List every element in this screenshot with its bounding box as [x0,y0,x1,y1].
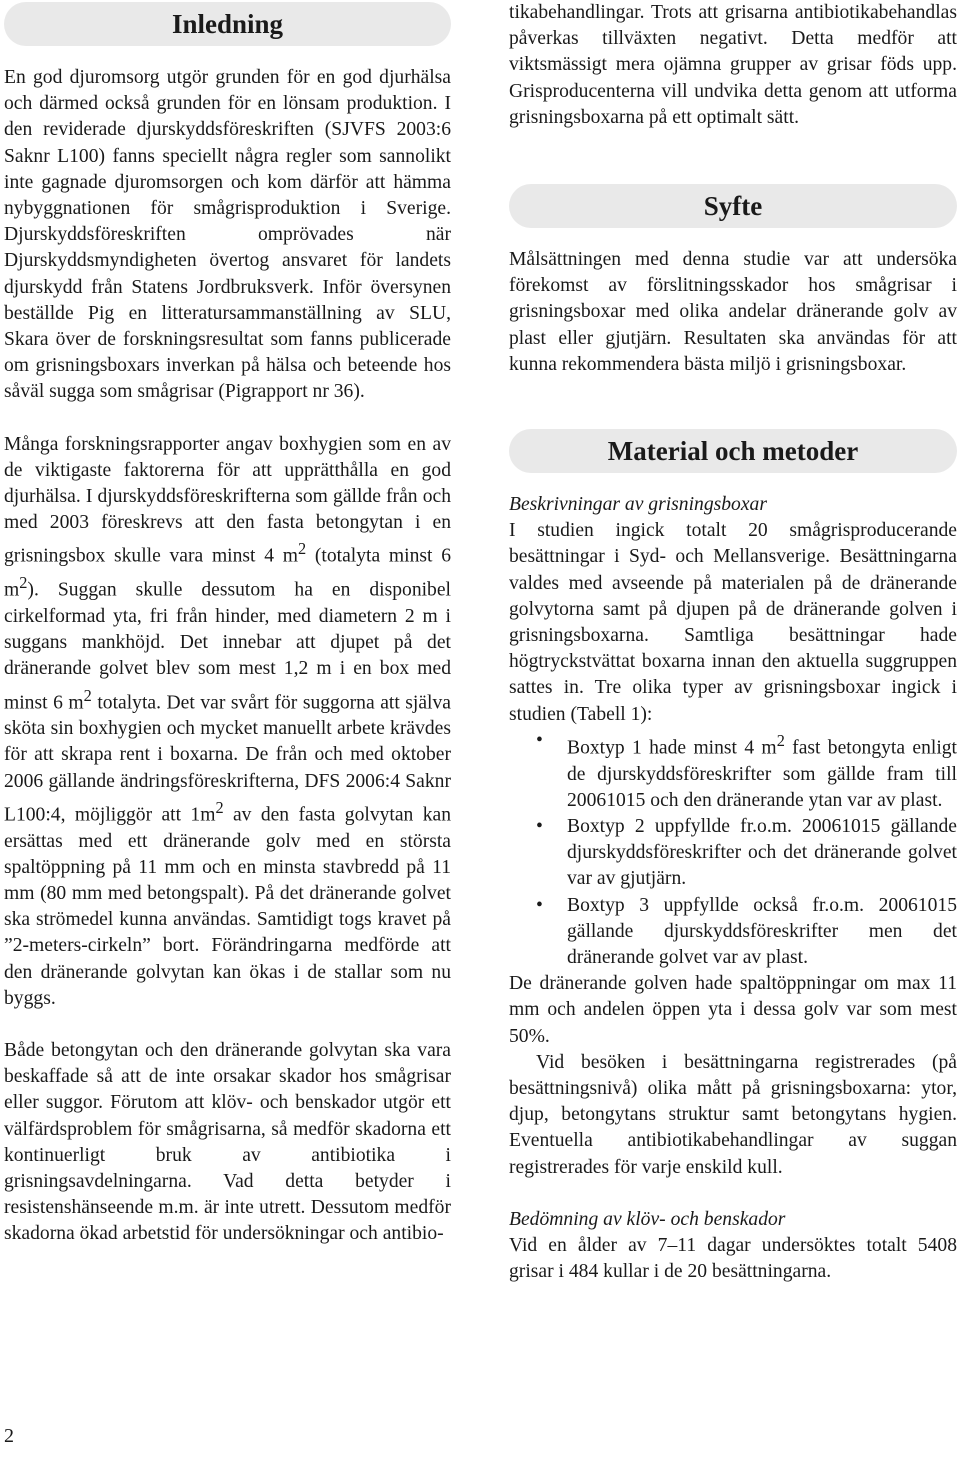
section-heading-inledning: Inledning [4,2,451,46]
boxtyp-list [509,728,957,971]
superscript: 2 [19,573,28,593]
superscript: 2 [215,797,224,817]
text: Boxtyp 2 uppfyllde fr.o.m. 20061015 gällande djurskyddsföreskrifter och det dränerande golvet var av gjutjärn. [567,816,957,890]
text: totalyta. Det var svårt för suggorna att själva sköta sin boxhygien och mycket manuellt arbete krävdes för att skrapa rent i boxarna. De från och med oktober 2006 gällande ändringsföreskrifterna, DFS 2006:4 Saknr L100:4, möjliggör att 1m [4,692,451,826]
paragraph-continued: tikabehandlingar. Trots att grisarna antibiotikabehandlas påverkas tillväxten negativt. Detta medför att viktsmässigt mera ojämna grupper av grisar föds upp. Grisproducenterna vill undvika detta genom att utforma grisningsboxarna på ett optimalt sätt. [509,2,957,128]
paragraph-material-3: Vid besöken i besättningarna registrerades (på besättningsnivå) olika mått på grisningsboxarna: ytor, djup, betongytans struktur samt betongytans hygien. Eventuella antibiotikabehandlingar av suggan registrerades för varje enskild kull. [509,1051,957,1178]
paragraph-material-4: Vid en ålder av 7–11 dagar undersöktes totalt 5408 grisar i 484 kullar i de 20 besättningarna. [509,1235,957,1283]
paragraph-intro-1: En god djuromsorg utgör grunden för en god djurhälsa och därmed också grunden för en lönsam produktion. I den reviderade djurskyddsföreskriften (SJVFS 2003:6 Saknr L100) fanns speciellt några regler som sannolikt inte gagnade djuromsorgen och kom därför att hämma nybyggnationen för smågrisproduktion i Sverige. Djurskyddsföreskriften omprövades när Djurskyddsmyndigheten övertog ansvaret för landets djurskydd från Statens Jordbruksverk. Inför översynen beställde Pig en litteratursammanställning av SLU, Skara över de forskningsresultat som fanns publicerade om grisningsboxars inverkan på hälsa och beteende hos såväl sugga som smågrisar (Pigrapport nr 36). [4,67,451,403]
bullet-icon: • [536,894,543,916]
text: fast betongyta enligt de djurskyddsföreskrifter som gällde fram till 20061015 och den dränerande ytan var av plast. [567,737,957,811]
text: (totalyta minst 6 m [4,545,451,601]
section-heading-syfte: Syfte [509,184,957,228]
paragraph-intro-2 [4,432,451,1012]
left-column [4,0,451,1248]
subheading-grisningsboxar: Beskrivningar av grisningsboxar [509,494,767,516]
page-number: 2 [4,1425,14,1447]
section-heading-material: Material och metoder [509,429,957,473]
paragraph-material-1: I studien ingick totalt 20 smågrisproducerande besättningar i Syd- och Mellansverige. Besättningarna valdes med avseende på materialen på de dränerande golvytorna samt på djupen på de dränerande golven i grisningsboxarna. Samtliga besättningar hade högtryckstvättat boxarna innan den aktuella suggruppen sattes in. Tre olika typer av grisningsboxar ingick i studien (Tabell 1): [509,520,957,725]
list-item [509,814,957,893]
list-item [509,728,957,814]
superscript: 2 [83,685,92,705]
subheading-bedomning: Bedömning av klöv- och benskador [509,1208,786,1230]
text: Boxtyp 1 hade minst 4 m [567,737,777,759]
text: ). Suggan skulle dessutom ha en disponibel cirkelformad yta, fri från hinder, med diametern 2 m i suggans mankhöjd. Det innebar att djupet på det dränerande golvet blev som mest 1,2 m i en box med minst 6 m [4,579,451,714]
text: Boxtyp 3 uppfyllde också fr.o.m. 20061015 gällande djurskyddsföreskrifter men det dränerande golvet var av plast. [567,894,957,969]
bullet-icon: • [536,729,543,751]
superscript: 2 [776,730,785,750]
list-item [509,893,957,972]
right-column [509,0,957,1285]
superscript: 2 [298,539,307,559]
paragraph-intro-3: Både betongytan och den dränerande golvytan ska vara beskaffade så att de inte orsakar skador hos smågrisar eller suggor. Förutom att klöv- och benskador utgör ett välfärdsproblem för smågrisarna, så medför skadorna ett kontinuerligt bruk av antibiotika i grisningsavdelningarna. Vad detta betyder i resistenshänseende m.m. är inte utrett. Dessutom medför skadorna ökad arbetstid för undersökningar och antibio- [4,1040,451,1245]
paragraph-syfte: Målsättningen med denna studie var att undersöka förekomst av förslitningsskador hos smågrisar i grisningsboxar med olika andelar dränerande golv av plast eller gjutjärn. Resultaten ska användas för att kunna rekommendera bästa miljö i grisningsboxar. [509,249,957,375]
paragraph-material-2: De dränerande golven hade spaltöppningar om max 11 mm och andelen öppen yta i dessa golv var som mest 50%. [509,973,957,1047]
bullet-icon: • [536,816,543,837]
text: av den fasta golvytan kan ersättas med ett dränerande golv med en största spaltöppning på 11 mm och en minsta stavbredd på 11 mm (80 mm med betongspalt). På det dränerande golvet ska strömedel kunna användas. Samtidigt togs kravet på ”2-meters-cirkeln” bort. Förändringarna medförde att den dränerande golvytan kan ökas i de stallar som nu byggs. [4,804,451,1009]
text: Många forskningsrapporter angav boxhygien som en av de viktigaste faktorerna för att upprätthålla en god djurhälsa. I djurskyddsföreskrifterna som gällde från och med 2003 föreskrevs att den fasta betongytan i en grisningsbox skulle vara minst 4 m [4,433,451,567]
